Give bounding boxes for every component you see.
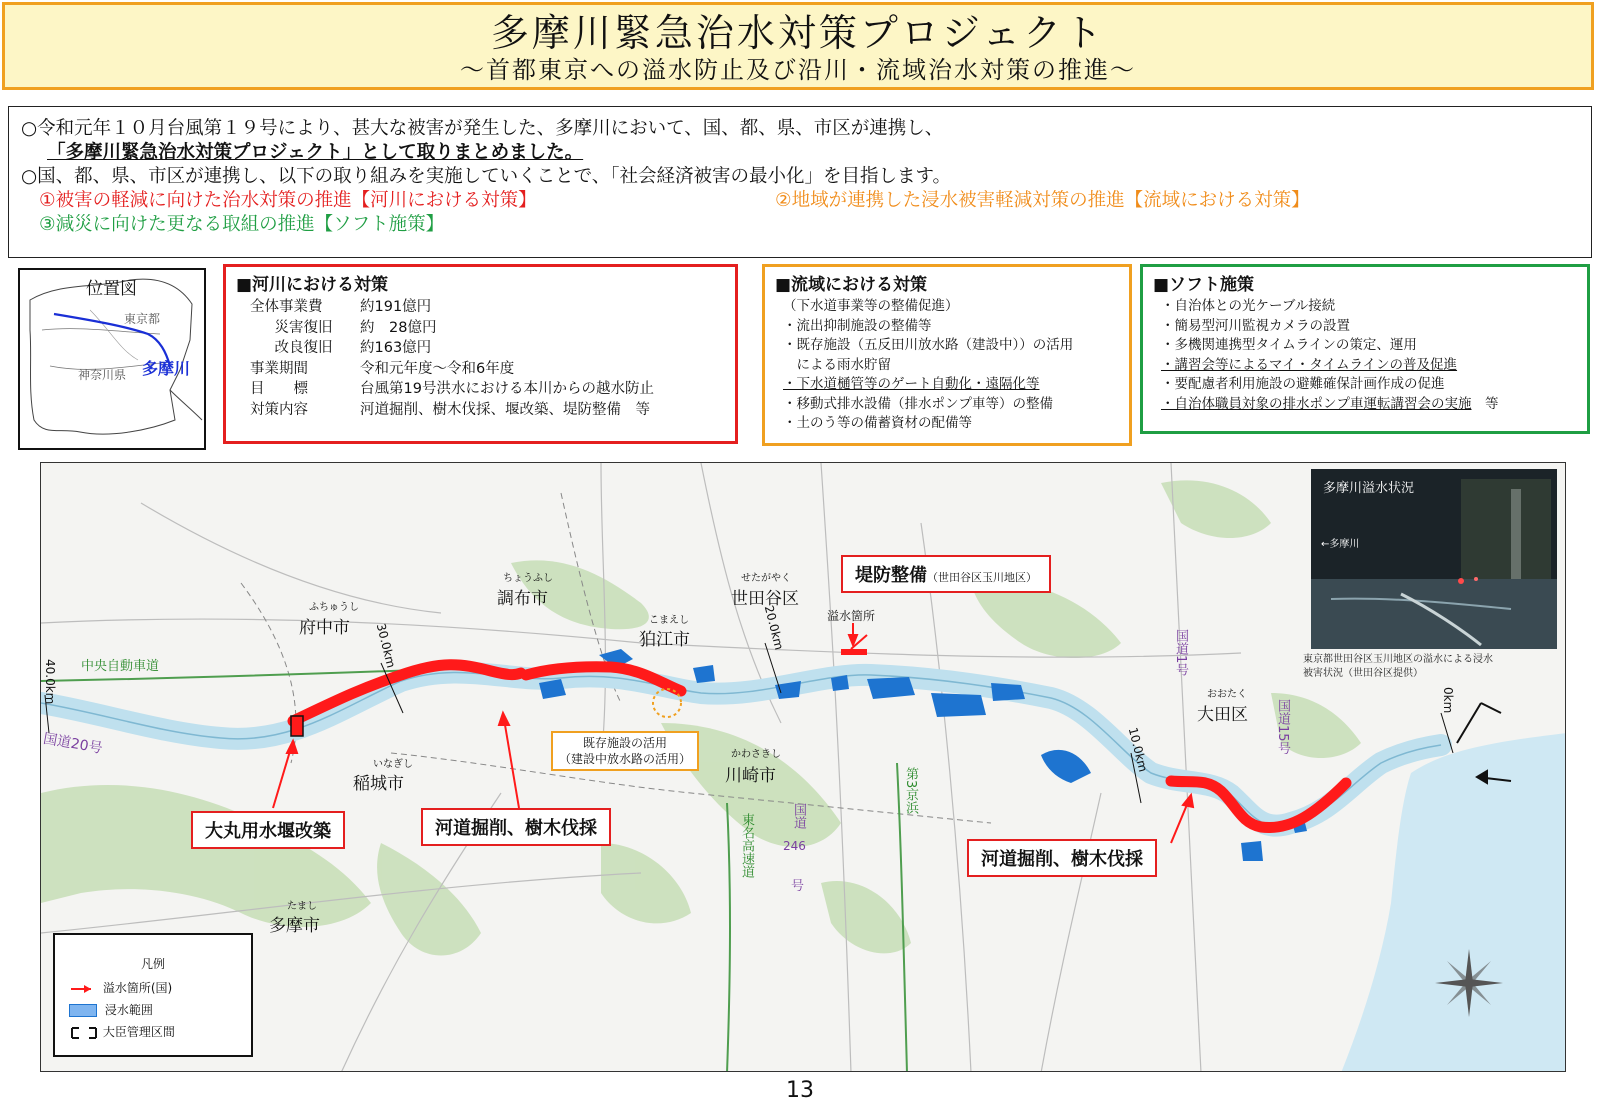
legend-title: 凡例 xyxy=(140,957,165,971)
river-row: 事業期間 令和元年度～令和6年度 xyxy=(250,360,515,377)
city-fuchu: 府中市 xyxy=(299,618,350,638)
soft-item: ・多機関連携型タイムラインの策定、運用 xyxy=(1161,337,1417,353)
city-kana-ota: おおたく xyxy=(1207,689,1247,700)
basin-measures-heading: ■流域における対策 xyxy=(775,275,928,295)
river-row: 改良復旧 約163億円 xyxy=(260,340,432,356)
intro-box xyxy=(8,106,1592,258)
road-r15: 国道15号 xyxy=(1275,699,1290,755)
city-kana-kawasaki: かわさきし xyxy=(731,749,781,760)
photo-river-arrow: ←多摩川 xyxy=(1321,539,1360,550)
location-map-title: 位置図 xyxy=(86,279,137,299)
basin-measures-box xyxy=(762,264,1132,446)
km-0: 0km xyxy=(1441,687,1455,714)
city-chofu: 調布市 xyxy=(497,589,548,609)
red-arrow-icon xyxy=(69,983,99,995)
callout-levee: 堤防整備（世田谷区玉川地区） xyxy=(841,555,1051,593)
tomei-expressway xyxy=(727,803,730,1072)
city-kana-chofu: ちょうふし xyxy=(503,573,553,584)
title-banner xyxy=(2,2,1594,90)
river-row: 全体事業費 約191億円 xyxy=(250,299,432,315)
road-r20: 国道20号 xyxy=(41,730,104,758)
project-name: 「多摩川緊急治水対策プロジェクト」として取りまとめました。 xyxy=(47,142,584,163)
city-kana-tama: たまし xyxy=(287,901,317,912)
soft-item: ・簡易型河川監視カメラの設置 xyxy=(1161,317,1350,334)
legend-item-overflow: 溢水箇所(国) xyxy=(69,979,249,996)
river-row: 目 標 台風第19号洪水における本川からの越水防止 xyxy=(250,381,654,397)
river-row: 災害復旧 約 28億円 xyxy=(260,319,437,336)
overflow-point-label: 溢水箇所 xyxy=(827,609,876,623)
basin-item: ・既存施設（五反田川放水路（建設中））の活用 xyxy=(783,337,1074,353)
road-daisan: 第3京浜 xyxy=(903,767,918,815)
city-kawasaki: 川崎市 xyxy=(725,766,776,786)
park-areas xyxy=(41,480,1361,955)
soft-item: ・講習会等によるマイ・タイムラインの普及促進 xyxy=(1161,356,1458,373)
basin-item: ・流出抑制施設の整備等 xyxy=(783,317,932,334)
photo-title: 多摩川溢水状況 xyxy=(1323,481,1415,496)
soft-measures-box xyxy=(1140,264,1590,434)
city-kana-fuchu: ふちゅうし xyxy=(309,602,359,613)
daimaru-weir-marker xyxy=(291,716,303,736)
location-label-kanagawa: 神奈川県 xyxy=(78,368,127,382)
basin-item: ・下水道樋管等のゲート自動化・遠隔化等 xyxy=(783,376,1040,392)
city-tama: 多摩市 xyxy=(269,916,320,936)
intro-line-3: ○国、都、県、市区が連携し、以下の取り組みを実施していくことで、「社会経済被害の最小化」を目指します。 xyxy=(21,166,952,187)
soft-measures-heading: ■ソフト施策 xyxy=(1153,275,1255,295)
road-tomei: 東名高速道 xyxy=(739,813,754,878)
intro-line-1: ○令和元年１０月台風第１９号により、甚大な被害が発生した、多摩川において、国、都、県、市区が連携し、 xyxy=(21,118,944,139)
page-subtitle: ～首都東京への溢水防止及び沿川・流域治水対策の推進～ xyxy=(460,56,1136,84)
basin-item: ・移動式排水設備（排水ポンプ車等）の整備 xyxy=(783,395,1053,412)
levee-marker xyxy=(841,649,867,655)
road-r246c: 号 xyxy=(791,879,805,894)
city-komae: 狛江市 xyxy=(639,630,690,650)
location-label-tokyo: 東京都 xyxy=(124,312,161,326)
city-kana-inagi: いなぎし xyxy=(373,759,413,770)
page-title: 多摩川緊急治水対策プロジェクト xyxy=(490,11,1106,55)
flood-swatch-icon xyxy=(69,1004,97,1017)
km-20: 20.0km xyxy=(761,603,787,652)
location-label-river: 多摩川 xyxy=(142,359,191,378)
intro-item-1: ①被害の軽減に向けた治水対策の推進【河川における対策】 xyxy=(39,190,537,211)
city-ota: 大田区 xyxy=(1197,705,1248,725)
callout-dredge-2: 河道掘削、樹木伐採 xyxy=(967,839,1157,877)
river-measures-box xyxy=(223,264,738,444)
km-40: 40.0km xyxy=(43,659,57,705)
basin-item: ・土のう等の備蓄資材の配備等 xyxy=(783,415,972,431)
section-arrows-icon xyxy=(69,1026,99,1040)
overflow-photo-image xyxy=(1311,469,1557,649)
existing-facility-box: 既存施設の活用 （建設中放水路の活用） xyxy=(551,731,699,771)
river-measures-heading: ■河川における対策 xyxy=(236,275,389,295)
intro-item-3: ③減災に向けた更なる取組の推進【ソフト施策】 xyxy=(39,214,445,235)
tama-river-map[interactable] xyxy=(40,462,1566,1072)
river-measures-table xyxy=(236,297,725,420)
road-r1: 国道1号 xyxy=(1173,629,1188,677)
city-setagaya: 世田谷区 xyxy=(731,589,799,609)
legend-item-flood: 浸水範囲 xyxy=(69,1001,249,1018)
page-number: 13 xyxy=(786,1078,814,1103)
soft-item: ・自治体職員対象の排水ポンプ車運転講習会の実施 xyxy=(1161,395,1472,412)
basin-item: （下水道事業等の整備促進） xyxy=(783,298,959,314)
soft-item: ・自治体との光ケーブル接続 xyxy=(1161,298,1336,314)
legend-item-section: 大臣管理区間 xyxy=(69,1023,249,1040)
location-map xyxy=(18,268,206,450)
photo-caption: 東京都世田谷区玉川地区の溢水による浸水 被害状況（世田谷区提供） xyxy=(1303,654,1493,679)
road-r246b: 246 xyxy=(783,839,806,853)
km-30: 30.0km xyxy=(373,621,399,670)
city-kana-komae: こまえし xyxy=(649,615,689,626)
city-kana-setagaya: せたがやく xyxy=(741,573,791,584)
soft-item-etc: 等 xyxy=(1485,395,1499,412)
road-r246a: 国道 xyxy=(791,803,806,829)
intro-item-2: ②地域が連携した浸水被害軽減対策の推進【流域における対策】 xyxy=(775,190,1310,211)
callout-dredge-1: 河道掘削、樹木伐採 xyxy=(421,808,611,846)
basin-item: による雨水貯留 xyxy=(783,356,891,373)
callout-weir: 大丸用水堰改築 xyxy=(191,811,345,849)
map-legend xyxy=(53,933,253,1057)
river-row: 対策内容 河道掘削、樹木伐採、堰改築、堤防整備 等 xyxy=(250,401,650,418)
city-inagi: 稲城市 xyxy=(353,774,404,794)
overflow-photo xyxy=(1311,469,1557,649)
km-10: 10.0km xyxy=(1125,725,1151,774)
callout-levee-sub: （世田谷区玉川地区） xyxy=(927,571,1037,584)
soft-item: ・要配慮者利用施設の避難確保計画作成の促進 xyxy=(1161,376,1445,392)
road-chuo: 中央自動車道 xyxy=(81,659,160,674)
